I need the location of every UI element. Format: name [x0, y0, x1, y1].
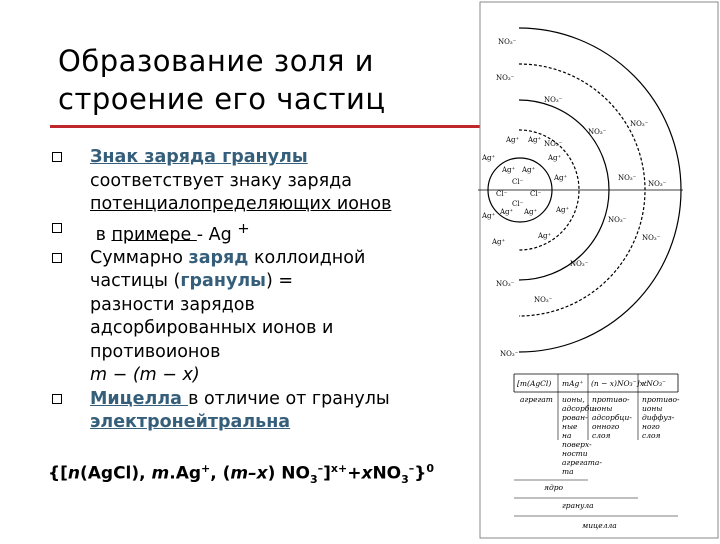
ion-no3: NO₃⁻ [534, 296, 553, 304]
bullet-text: адсорбированных ионов и [90, 318, 334, 339]
ion-ag: Ag⁺ [482, 154, 496, 162]
ion-ag: Ag⁺ [482, 212, 496, 220]
svg-text:адсорби-: адсорби- [562, 404, 597, 413]
keyword-charge: заряд [188, 247, 249, 268]
bullet-square-icon [52, 223, 62, 233]
granule-charge-heading: Знак заряда гранулы [90, 147, 308, 167]
bullet-square-icon [52, 253, 62, 263]
svg-text:противо-: противо- [642, 395, 680, 404]
bullet-text: - Ag [196, 224, 238, 245]
bullet-text: противоионов [90, 341, 221, 362]
svg-text:слоя: слоя [592, 431, 611, 440]
bullet-text: коллоидной [248, 247, 366, 268]
ion-no3: NO₃⁻ [618, 174, 637, 182]
bullet-text: в отличие от гранулы [188, 388, 390, 409]
ion-cl: Cl⁻ [512, 200, 524, 208]
slide-title [58, 42, 458, 118]
ion-no3: NO₃⁻ [630, 120, 649, 128]
svg-text:адсорбци-: адсорбци- [592, 413, 632, 422]
bullet-item-1 [52, 146, 447, 217]
ion-charge: + [237, 219, 250, 237]
svg-text:онного: онного [592, 422, 620, 431]
ion-no3: NO₃⁻ [570, 260, 589, 268]
ion-ag: Ag⁺ [522, 166, 536, 174]
title-line-2: строение его частиц [58, 82, 386, 116]
ion-no3: NO₃⁻ [608, 216, 627, 224]
ion-no3: NO₃⁻ [544, 96, 563, 104]
bullet-text: ) = [266, 271, 294, 292]
svg-text:противо-: противо- [592, 395, 630, 404]
ion-no3: NO₃⁻ [588, 128, 607, 136]
title-divider [50, 125, 480, 128]
svg-text:поверх-: поверх- [562, 440, 592, 449]
ion-no3: NO₃⁻ [642, 234, 661, 242]
label-micelle: мицелла [582, 521, 617, 530]
svg-text:ионы: ионы [642, 404, 663, 413]
title-line-1: Образование золя и [58, 44, 374, 78]
ion-no3: NO₃⁻ [648, 180, 667, 188]
svg-text:ного: ного [642, 422, 660, 431]
ion-ag: Ag⁺ [548, 154, 562, 162]
ion-ag: Ag⁺ [556, 206, 570, 214]
ion-no3: NO₃⁻ [544, 140, 563, 148]
ion-ag: Ag⁺ [506, 136, 520, 144]
keyword-granule: гранулы [180, 271, 266, 292]
svg-text:рован-: рован- [562, 413, 588, 422]
ion-ag: Ag⁺ [492, 238, 506, 246]
charge-expression: m − (m − x) [90, 365, 200, 386]
svg-text:ионы,: ионы, [562, 395, 585, 404]
bullet-text: разности зарядов [90, 294, 255, 315]
bullet-item-4 [52, 388, 447, 435]
ion-cl: Cl⁻ [496, 190, 508, 198]
ion-ag: Ag⁺ [538, 232, 552, 240]
svg-text:агрегата-: агрегата- [562, 458, 602, 467]
header-aggregate: [m(AgCl) [517, 379, 552, 388]
ion-no3: NO₃⁻ [500, 350, 519, 358]
bullet-text: соответствует знаку заряда [90, 170, 352, 191]
bullet-text: частицы ( [90, 271, 181, 292]
bullet-text: Суммарно [90, 247, 189, 268]
header-ag: mAg⁺ [562, 379, 584, 388]
micelle-diagram [478, 0, 720, 540]
bullet-text: в [90, 224, 112, 245]
micelle-structure-svg [478, 0, 720, 540]
ion-ag: Ag⁺ [554, 174, 568, 182]
example-link: примере [111, 224, 197, 245]
ion-ag: Ag⁺ [500, 208, 514, 216]
bullet-square-icon [52, 394, 62, 404]
header-counter: (n − x)NO₃⁻]x⁺ [591, 379, 648, 388]
bullet-square-icon [52, 152, 62, 162]
svg-text:та: та [562, 467, 574, 476]
svg-text:на: на [562, 431, 572, 440]
keyword-electroneutral: электронейтральна [90, 412, 291, 433]
bullet-item-2 [52, 217, 447, 247]
label-core: ядро [544, 483, 564, 492]
ion-no3: NO₃⁻ [498, 38, 517, 46]
svg-text:ности: ности [562, 449, 588, 458]
svg-text:диффуз-: диффуз- [642, 413, 675, 422]
ion-ag: Ag⁺ [502, 166, 516, 174]
ion-no3: NO₃⁻ [496, 74, 515, 82]
keyword-micelle: Мицелла [90, 388, 189, 409]
micelle-formula: {[n(AgCl), m.Ag+, (m–x) $NO_3^-]^{x+}+xNO_3^-\}^0$ [48, 462, 435, 487]
ion-ag: Ag⁺ [528, 136, 542, 144]
ion-ag: Ag⁺ [524, 208, 538, 216]
ion-cl: Cl⁻ [530, 190, 542, 198]
header-diffuse: xNO₃⁻ [642, 379, 666, 388]
svg-text:слоя: слоя [642, 431, 661, 440]
ion-no3: NO₃⁻ [496, 280, 515, 288]
svg-text:ионы: ионы [592, 404, 613, 413]
ion-cl: Cl⁻ [512, 178, 524, 186]
bullet-text: потенциалопределяющих ионов [90, 194, 392, 214]
col-core-text: агрегат [520, 395, 553, 404]
svg-text:ные: ные [562, 422, 578, 431]
bullet-item-3 [52, 247, 447, 388]
bullet-list [52, 146, 447, 435]
label-granule: гранула [562, 501, 594, 510]
